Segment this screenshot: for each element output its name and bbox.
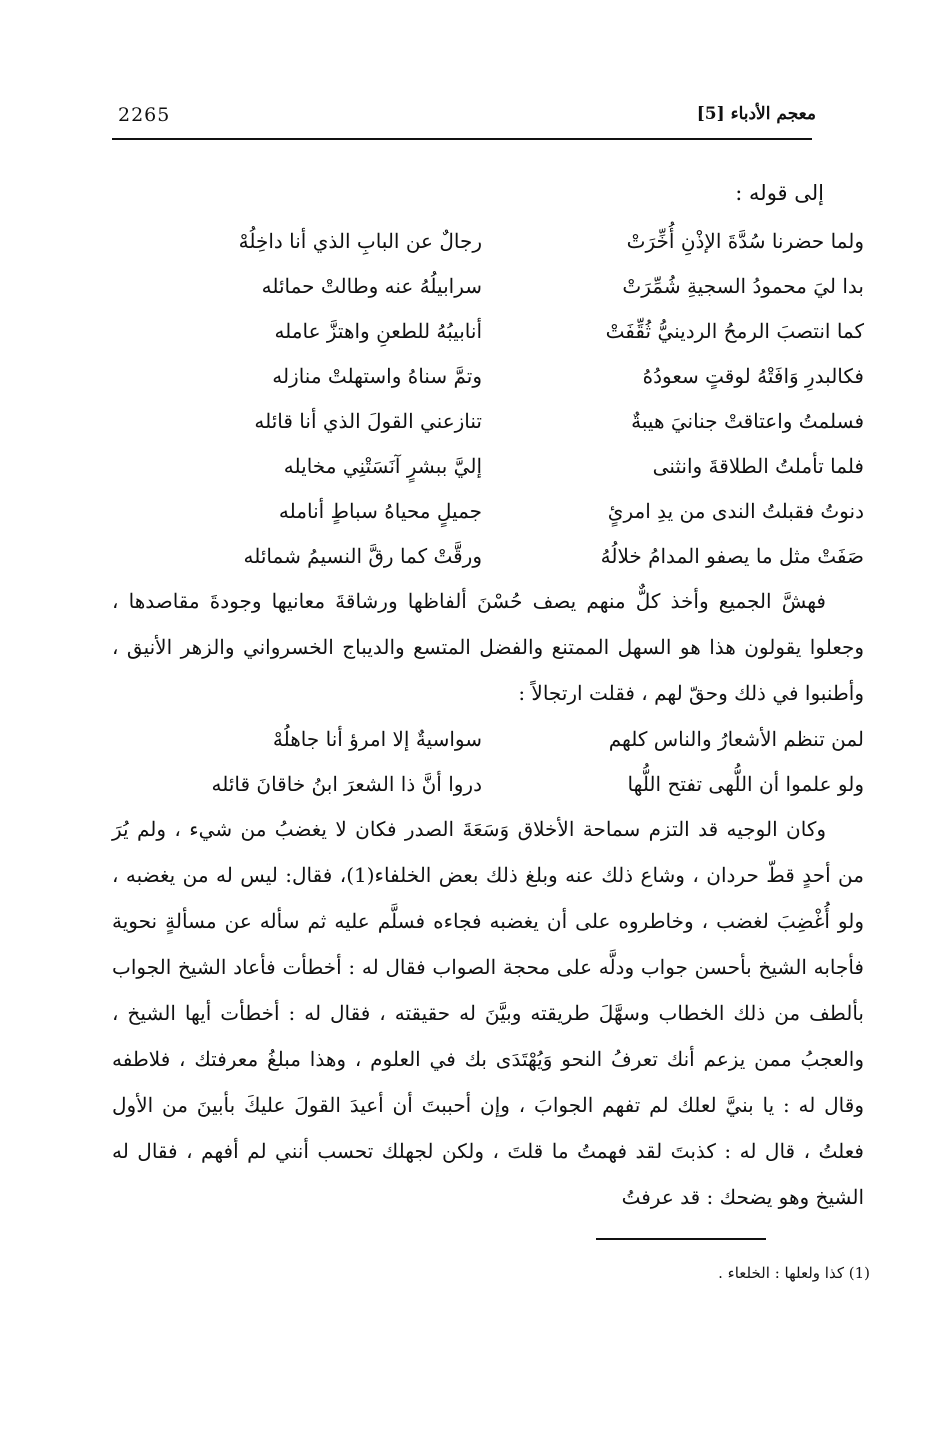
verse-first-hemistich: ولما حضرنا سُدَّةَ الإذْنِ أُخِّرَتْ	[626, 228, 864, 253]
page-header	[112, 98, 816, 140]
verse-second-hemistich: وتمَّ سناهُ واستهلتْ منازله	[272, 363, 482, 388]
verse-first-hemistich: دنوتُ فقبلتُ الندى من يدِ امرئٍ	[607, 498, 864, 523]
paragraph-2: وكان الوجيه قد التزم سماحة الأخلاق وَسَعَةَ الصدر فكان لا يغضبُ من شيء ، ولم يُرَ من أحدٍ قطّ حردان ، وشاع ذلك عنه وبلغ ذلك بعض الخلفاء(1)، فقال: ليس له من يغضبه ، ولو أُغْضِبَ لغضب ، وخاطروه على أن يغضبه فجاءه فسلَّم عليه ثم سأله عن مسألةٍ نحوية فأجابه الشيخ بأحسن جواب ودلَّه على محجة الصواب فقال له : أخطأت فأعاد الشيخ الجواب بألطف من ذلك الخطاب وسهَّلَ طريقته وبيَّنَ له حقيقته ، فقال له : أخطأت أيها الشيخ ، والعجبُ ممن يزعم أنك تعرفُ النحو وَيُهْتَدَى بك في العلوم ، وهذا مبلغُ معرفتك ، فلاطفه وقال له : يا بنيَّ لعلك لم تفهم الجوابَ ، وإن أحببتَ أن أعيدَ القولَ عليكَ بأبينَ من الأول فعلتُ ، قال له : كذبتَ لقد فهمتُ ما قلتَ ، ولكن لجهلك تحسب أنني لم أفهم ، فقال له الشيخ وهو يضحك : قد عرفتُ	[112, 817, 864, 1209]
verse-second-hemistich: رجالٌ عن البابِ الذي أنا داخِلُهْ	[238, 228, 482, 253]
verse-first-hemistich: كما انتصبَ الرمحُ الردينيُّ ثُقِّفَتْ	[605, 318, 864, 343]
verse	[112, 308, 864, 353]
poem-2	[112, 716, 864, 806]
book-title: معجم الأدباء [5]	[696, 104, 816, 124]
verse-first-hemistich: صَفَتْ مثل ما يصفو المدامُ خلالُهُ	[600, 543, 864, 568]
page-body	[112, 176, 864, 1220]
verse	[112, 443, 864, 488]
verse-second-hemistich: سرابيلُهُ عنه وطالتْ حمائله	[261, 273, 482, 298]
verse	[112, 533, 864, 578]
verse-first-hemistich: ولو علموا أن اللُّهى تفتح اللُّها	[627, 771, 864, 796]
verse	[112, 488, 864, 533]
verse-first-hemistich: بدا ليَ محمودُ السجيةِ شُمِّرَتْ	[622, 273, 864, 298]
verse-first-hemistich: فكالبدرِ وَافَتْهُ لوقتٍ سعودُهُ	[642, 363, 864, 388]
poem-1	[112, 218, 864, 578]
footnote-divider	[596, 1238, 766, 1240]
verse-second-hemistich: جميلٍ محياهُ سباطٍ أنامله	[278, 498, 482, 523]
verse-first-hemistich: فلما تأملتُ الطلاقةَ وانثنى	[652, 453, 864, 478]
verse-first-hemistich: لمن تنظم الأشعارُ والناس كلهم	[608, 726, 864, 751]
verse	[112, 218, 864, 263]
verse-second-hemistich: إليَّ ببشرٍ آنَسَتْنِي مخايله	[283, 453, 482, 478]
verse	[112, 398, 864, 443]
page-number: 2265	[118, 104, 171, 126]
verse	[112, 761, 864, 806]
verse	[112, 716, 864, 761]
footnote: (1) كذا ولعلها : الخلعاء .	[718, 1264, 870, 1282]
paragraph-1: فهشَّ الجميع وأخذ كلٌّ منهم يصف حُسْنَ ألفاظها ورشاقةَ معانيها وجودةَ مقاصدها ، وجعلوا يقولون هذا هو السهل الممتنع والفضل المتسع والديباج الخسرواني والزهر الأنيق ، وأطنبوا في ذلك وحقّ لهم ، فقلت ارتجالاً :	[112, 589, 864, 705]
verse	[112, 353, 864, 398]
verse-first-hemistich: فسلمتُ واعتاقتْ جنانيَ هيبةٌ	[631, 408, 864, 433]
verse-second-hemistich: ورقَّتْ كما رقَّ النسيمُ شمائله	[243, 543, 482, 568]
verse-second-hemistich: سواسيةٌ إلا امرؤ أنا جاهلُهْ	[272, 726, 482, 751]
verse	[112, 263, 864, 308]
verse-second-hemistich: أنابيبُهُ للطعنِ واهتزَّ عامله	[274, 318, 482, 343]
verse-second-hemistich: دروا أنَّ ذا الشعرَ ابنُ خاقانَ قائله	[211, 771, 482, 796]
intro-line: إلى قوله :	[735, 181, 824, 205]
verse-second-hemistich: تنازعني القولَ الذي أنا قائله	[254, 408, 482, 433]
